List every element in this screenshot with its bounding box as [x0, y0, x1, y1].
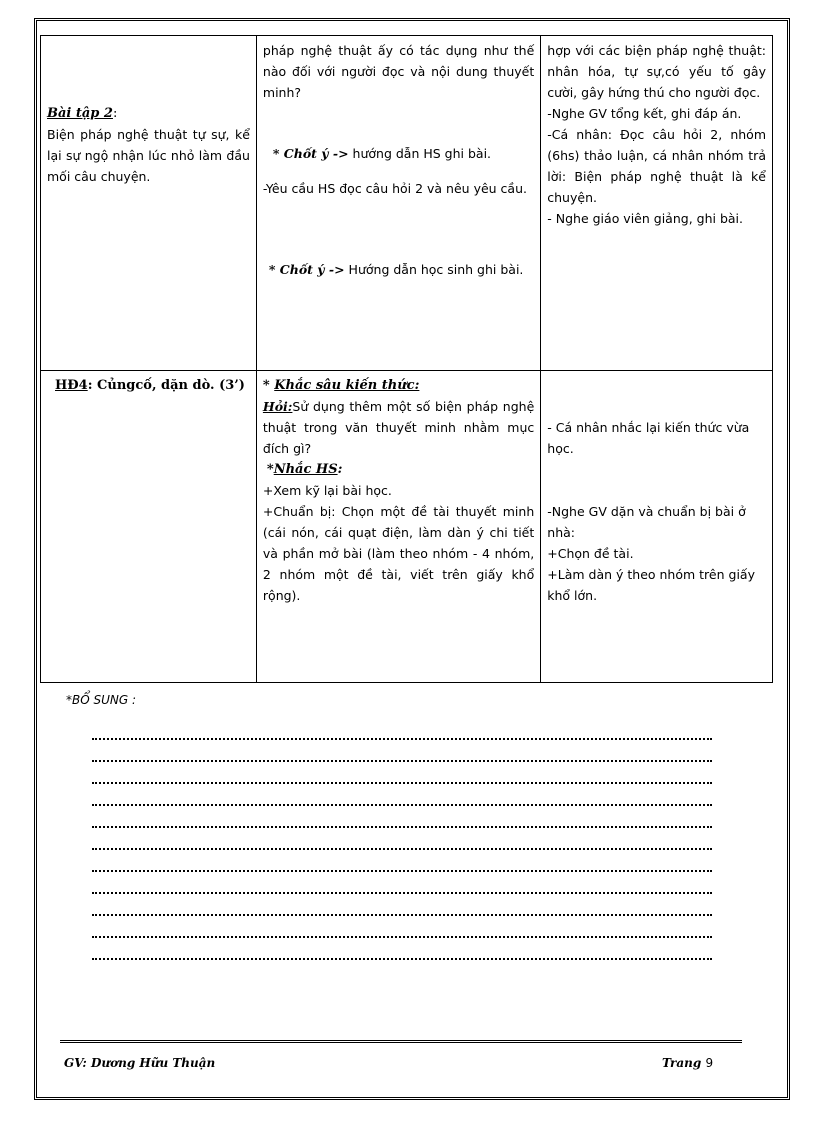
row1-col3	[541, 36, 773, 371]
row1-col1	[41, 36, 257, 371]
row2-col2	[256, 371, 540, 683]
dotted-line	[92, 872, 712, 894]
table-row	[41, 371, 773, 683]
dotted-line	[92, 784, 712, 806]
kien-thuc-heading: * Khắc sâu kiến thức:	[262, 378, 420, 393]
student-activity-1: hợp với các biện pháp nghệ thuật: nhân hóa, tự sự,có yếu tố gây cười, gây hứng thú cho người đọc.	[547, 43, 766, 100]
dotted-line	[92, 828, 712, 850]
student-activity-2: -Nghe GV tổng kết, ghi đáp án.	[547, 106, 742, 121]
chot-y-2: * Chốt ý -> Hướng dẫn học sinh ghi bài.	[268, 262, 524, 277]
dotted-line	[92, 850, 712, 872]
student-activity-4: - Nghe giáo viên giảng, ghi bài.	[547, 211, 743, 226]
dotted-line	[92, 806, 712, 828]
nhac-hs-heading: *Nhắc HS:	[266, 462, 343, 477]
dotted-line	[92, 916, 712, 938]
row1-col2	[256, 36, 540, 371]
student-response-4: +Làm dàn ý theo nhóm trên giấy khổ lớn.	[547, 567, 755, 603]
homework-item-2: +Chuẩn bị: Chọn một đề tài thuyết minh (cái nón, cái quạt điện, làm dàn ý chi tiết và phần mở bài (làm theo nhóm - 4 nhóm, 2 nhóm một đề tài, viết trên giấy khổ rộng).	[262, 504, 535, 603]
bo-sung-title: *BỔ SUNG :	[66, 693, 137, 707]
dotted-line	[92, 762, 712, 784]
homework-item-1: +Xem kỹ lại bài học.	[262, 483, 392, 498]
student-response-3: +Chọn đề tài.	[547, 546, 634, 561]
question-text: Hỏi:Sử dụng thêm một số biện pháp nghệ thuật trong văn thuyết minh nhằm mục đích gì?	[262, 399, 535, 456]
student-response-1: - Cá nhân nhắc lại kiến thức vừa học.	[547, 420, 750, 456]
exercise-text: Biện pháp nghệ thuật tự sự, kể lại sự ngộ nhận lúc nhỏ làm đầu mối câu chuyện.	[47, 127, 250, 184]
student-response-2: -Nghe GV dặn và chuẩn bị bài ở nhà:	[547, 504, 746, 540]
table-row	[41, 36, 773, 371]
page-number: Trang 9	[662, 1056, 714, 1070]
exercise-heading: Bài tập 2:	[47, 106, 118, 121]
chot-y-1: * Chốt ý -> hướng dẫn HS ghi bài.	[272, 146, 492, 161]
request-text: -Yêu cầu HS đọc câu hỏi 2 và nêu yêu cầu.	[262, 181, 527, 196]
dotted-line	[92, 740, 712, 762]
question-intro: pháp nghệ thuật ấy có tác dụng như thế nào đối với người đọc và nội dung thuyết minh?	[262, 43, 535, 100]
footer-rule	[60, 1040, 742, 1043]
row2-col1	[41, 371, 257, 683]
teacher-name: GV: Dương Hữu Thuận	[64, 1056, 216, 1070]
notes-area	[92, 718, 712, 960]
dotted-line	[92, 938, 712, 960]
dotted-line	[92, 718, 712, 740]
student-activity-3: -Cá nhân: Đọc câu hỏi 2, nhóm (6hs) thảo luận, cá nhân nhóm trả lời: Biện pháp nghệ thuật là kể chuyện.	[547, 127, 766, 205]
dotted-line	[92, 894, 712, 916]
lesson-table	[40, 35, 773, 683]
row2-col3	[541, 371, 773, 683]
activity-title: HĐ4: Củngcố, dặn dò. (3’)	[55, 378, 245, 393]
